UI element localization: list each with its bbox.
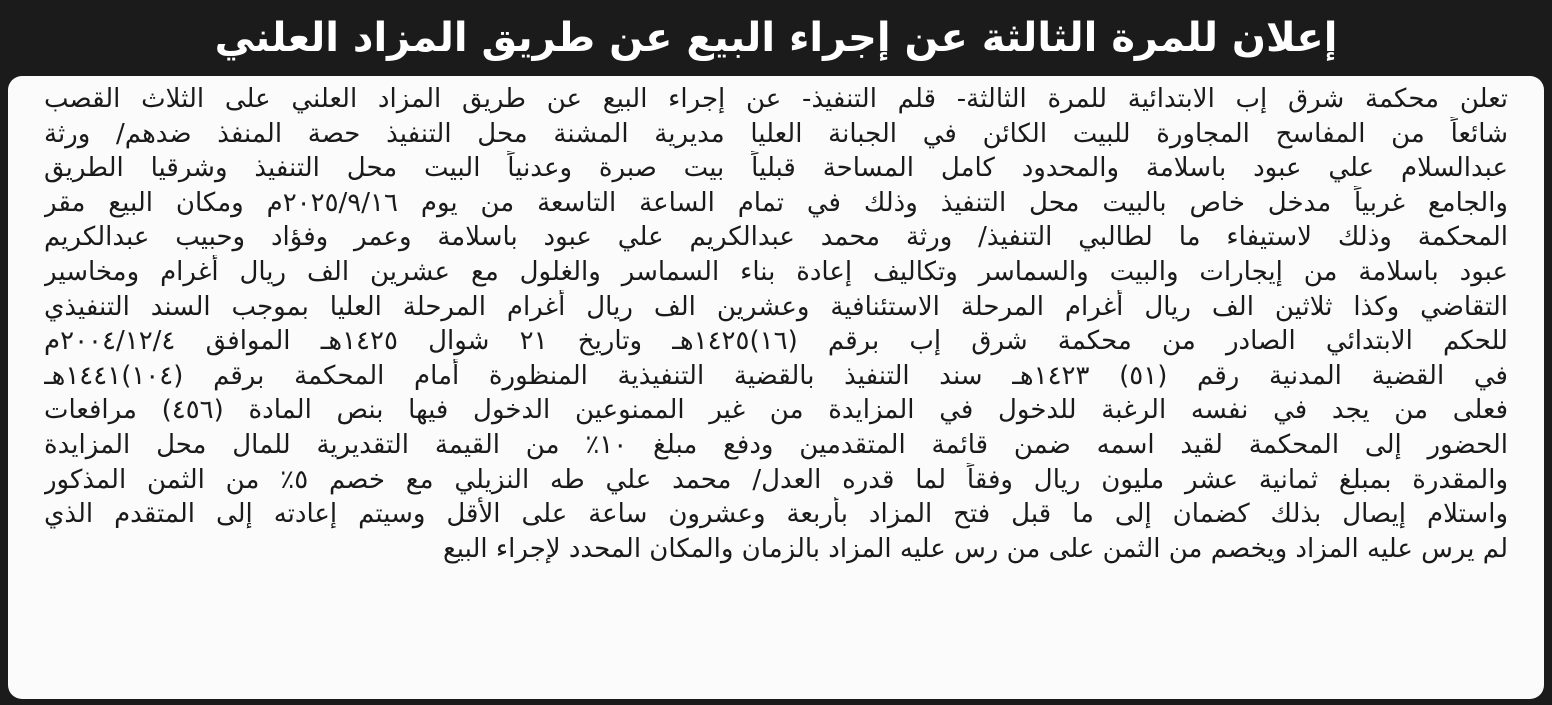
- body-line: في القضية المدنية رقم (٥١) ١٤٢٣هـ سند التنفيذ بالقضية التنفيذية المنظورة أمام المحكمة برقم (١٠٤)١٤٤١هـ: [44, 360, 1508, 391]
- notice-body: [8, 76, 1544, 699]
- body-line: عبدالسلام علي عبود باسلامة والمحدود كامل المساحة قبلياً بيت صبرة وعدنياً البيت محل التنفيذ وشرقيا الطريق: [44, 153, 1508, 184]
- body-line: لم يرس عليه المزاد ويخصم من الثمن على من رس عليه المزاد بالزمان والمكان المحدد لإجراء البيع: [442, 533, 1508, 564]
- body-line: عبود باسلامة من إيجارات والبيت والسماسر وتكاليف إعادة بناء السماسر والغلول مع عشرين الف ريال أغرام ومخاسير: [44, 256, 1508, 287]
- body-line: والمقدرة بمبلغ ثمانية عشر مليون ريال وفقاً لما قدره العدل/ محمد علي طه النزيلي مع خصم ٥٪ من الثمن المذكور: [44, 464, 1508, 495]
- notice-title: إعلان للمرة الثالثة عن إجراء البيع عن طريق المزاد العلني: [214, 15, 1338, 61]
- body-line: تعلن محكمة شرق إب الابتدائية للمرة الثالثة- قلم التنفيذ- عن إجراء البيع عن طريق المزاد العلني على الثلاث القصب: [44, 84, 1508, 114]
- body-line: التقاضي وكذا ثلاثين الف ريال أغرام المرحلة الاستئنافية وعشرين الف ريال أغرام المرحلة العليا بموجب السند التنفيذي: [44, 291, 1508, 322]
- body-line: فعلى من يجد في نفسه الرغبة للدخول في المزايدة من غير الممنوعين الدخول فيها بنص المادة (٤٥٦) مرافعات: [44, 395, 1508, 426]
- body-line: واستلام إيصال بذلك كضمان إلى ما قبل فتح المزاد بأربعة وعشرون ساعة على الأقل وسيتم إعادته إلى المتقدم الذي: [44, 499, 1508, 530]
- body-line: شائعاً من المفاسح المجاورة للبيت الكائن في الجبانة العليا مديرية المشنة محل التنفيذ حصة المنفذ ضدهم/ ورثة: [44, 118, 1508, 149]
- body-line: والجامع غربياً مدخل خاص بالبيت محل التنفيذ وذلك في تمام الساعة التاسعة من يوم ٢٠٢٥/٩/١٦م ومكان البيع مقر: [44, 187, 1508, 218]
- body-line: للحكم الابتدائي الصادر من محكمة شرق إب برقم (١٦)١٤٢٥هـ وتاريخ ٢١ شوال ١٤٢٥هـ الموافق ٢٠٠٤/١٢/٤م: [44, 326, 1508, 357]
- body-line: الحضور إلى المحكمة لقيد اسمه ضمن قائمة المتقدمين ودفع مبلغ ١٠٪ من القيمة التقديرية للمال محل المزايدة: [44, 429, 1508, 460]
- body-line: المحكمة وذلك لاستيفاء ما لطالبي التنفيذ/ ورثة محمد عبدالكريم علي عبود باسلامة وعمر وفؤاد وحبيب عبدالكريم: [44, 222, 1508, 253]
